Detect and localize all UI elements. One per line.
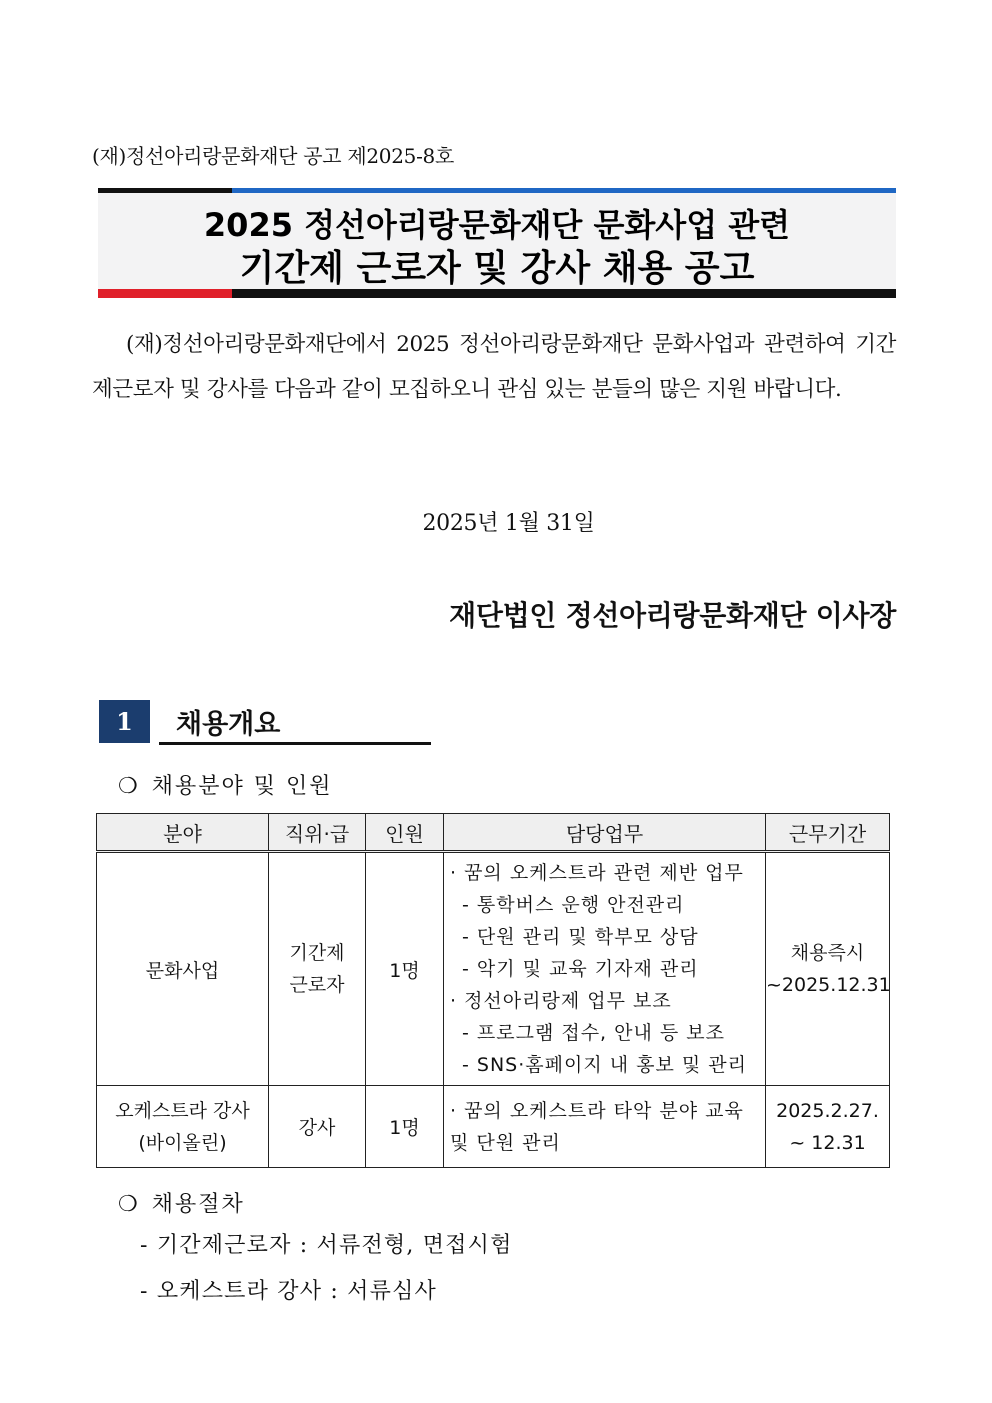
circle-bullet-icon: ❍ [118, 774, 140, 799]
title-line-1: 2025 정선아리랑문화재단 문화사업 관련 [203, 206, 791, 244]
duty-item: 및 단원 관리 [450, 1131, 561, 1154]
recruitment-heading-text: 채용분야 및 인원 [151, 774, 333, 799]
title-line-2: 기간제 근로자 및 강사 채용 공고 [239, 248, 755, 289]
duty-item: - 프로그램 접수, 안내 등 보조 [462, 1022, 725, 1044]
procedure-heading-text: 채용절차 [151, 1192, 245, 1217]
announcement-date: 2025년 1월 31일 [422, 511, 595, 536]
field-line: (바이올린) [138, 1131, 227, 1154]
table-row [97, 1086, 890, 1168]
recruitment-table [96, 813, 890, 1168]
intro-text: (재)정선아리랑문화재단에서 2025 정선아리랑문화재단 문화사업과 관련하여 기간제근로자 및 강사를 다음과 같이 모집하오니 관심 있는 분들의 많은 지원 바랍니다. [92, 332, 896, 402]
field-line: 오케스트라 강사 [115, 1099, 250, 1122]
period-line: ~2025.12.31 [766, 974, 891, 996]
cell-count: 1명 [366, 852, 444, 1086]
header-position: 직위·급 [269, 814, 366, 852]
duty-item: - 통학버스 운행 안전관리 [462, 894, 685, 916]
section-title: 채용개요 [176, 709, 281, 740]
section-number: 1 [99, 700, 150, 743]
title-bar-top-left [98, 188, 232, 193]
duty-item: - SNS·홈페이지 내 홍보 및 관리 [462, 1054, 747, 1076]
header-duties: 담당업무 [444, 814, 766, 852]
duty-item: · 정선아리랑제 업무 보조 [450, 990, 672, 1012]
cell-duties [444, 1086, 766, 1168]
intro-paragraph [92, 322, 896, 412]
header-period: 근무기간 [766, 814, 890, 852]
period-line: 2025.2.27. [776, 1099, 879, 1122]
cell-count: 1명 [366, 1086, 444, 1168]
table-row [97, 852, 890, 1086]
cell-field: 문화사업 [97, 852, 269, 1086]
period-line: 채용즉시 [790, 942, 865, 964]
cell-position: 강사 [269, 1086, 366, 1168]
title-bar-bottom-left [98, 289, 232, 298]
header-count: 인원 [366, 814, 444, 852]
cell-duties [444, 852, 766, 1086]
duty-item: · 꿈의 오케스트라 타악 분야 교육 [450, 1099, 744, 1122]
notice-number: (재)정선아리랑문화재단 공고 제2025-8호 [92, 144, 454, 168]
recruitment-heading [118, 769, 333, 800]
cell-period [766, 1086, 890, 1168]
cell-field [97, 1086, 269, 1168]
position-line: 근로자 [289, 974, 345, 996]
title-box [98, 188, 896, 298]
position-line: 기간제 [289, 942, 345, 964]
procedure-heading [118, 1187, 245, 1218]
cell-position [269, 852, 366, 1086]
table-header-row [97, 814, 890, 852]
title-bar-top-right [232, 188, 896, 193]
procedure-item: - 오케스트라 강사 : 서류심사 [140, 1279, 437, 1304]
title-bar-bottom-right [232, 289, 896, 298]
duty-item: - 악기 및 교육 기자재 관리 [462, 958, 699, 980]
signer: 재단법인 정선아리랑문화재단 이사장 [449, 599, 896, 632]
header-field: 분야 [97, 814, 269, 852]
period-line: ~ 12.31 [789, 1131, 866, 1154]
duty-item: - 단원 관리 및 학부모 상담 [462, 926, 699, 948]
cell-period [766, 852, 890, 1086]
duty-item: · 꿈의 오케스트라 관련 제반 업무 [450, 862, 744, 884]
procedure-item: - 기간제근로자 : 서류전형, 면접시험 [140, 1233, 513, 1258]
section-underline [159, 742, 431, 745]
circle-bullet-icon: ❍ [118, 1192, 140, 1217]
